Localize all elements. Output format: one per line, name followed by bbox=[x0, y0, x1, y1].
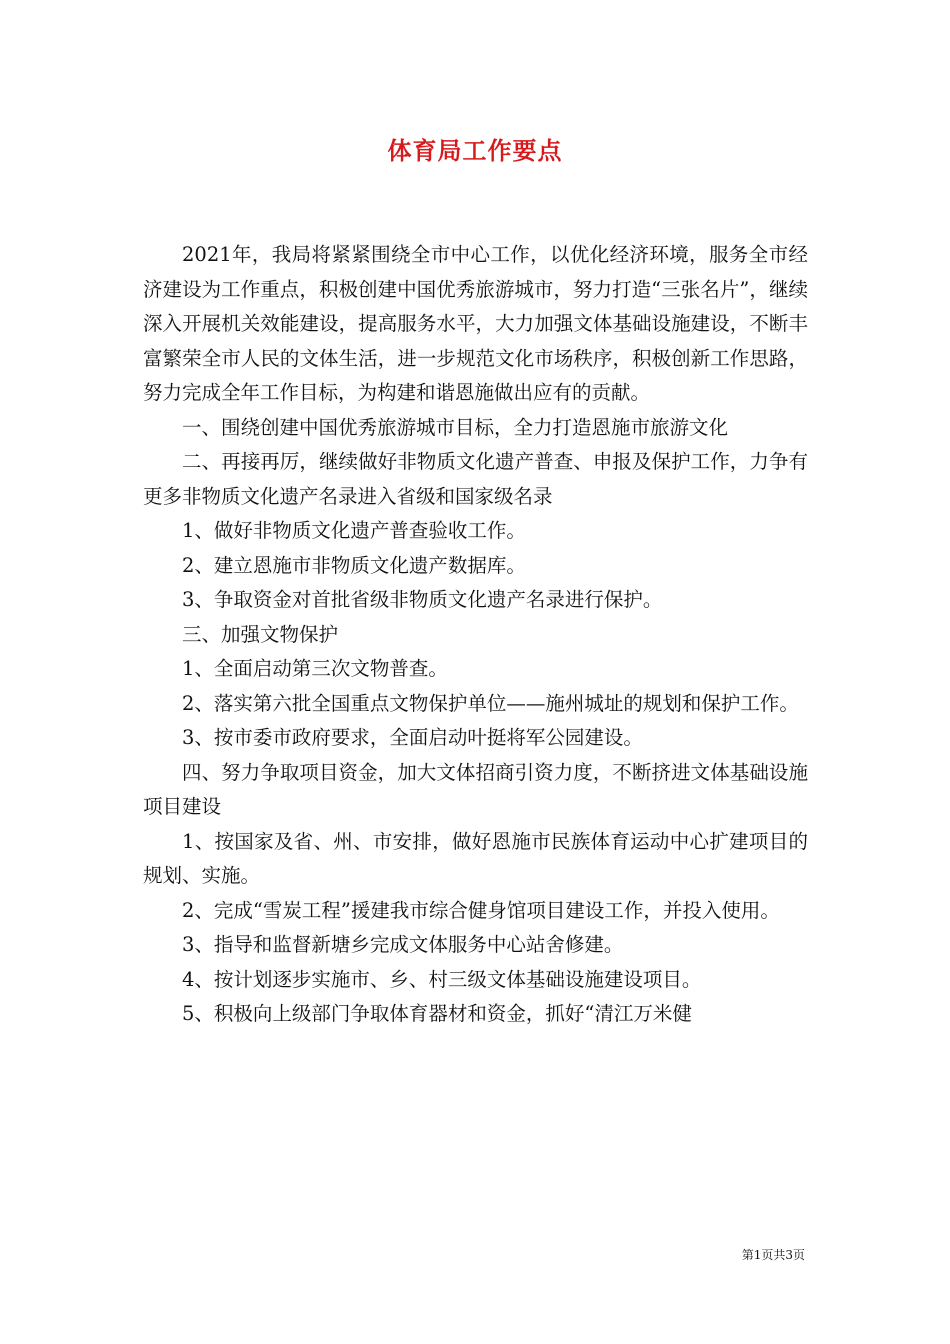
list-item: 3、按市委市政府要求，全面启动叶挺将军公园建设。 bbox=[182, 726, 643, 749]
section-heading-3: 三、加强文物保护 bbox=[182, 622, 339, 646]
list-item: 2、完成“雪炭工程”援建我市综合健身馆项目建设工作，并投入使用。 bbox=[182, 898, 780, 922]
list-item: 1、做好非物质文化遗产普查验收工作。 bbox=[182, 519, 526, 542]
document-title: 体育局工作要点 bbox=[387, 136, 563, 165]
list-item: 3、指导和监督新塘乡完成文体服务中心站舍修建。 bbox=[182, 933, 624, 956]
list-item: 2、落实第六批全国重点文物保护单位——施州城址的规划和保护工作。 bbox=[182, 691, 799, 715]
section-heading-4: 四、努力争取项目资金，加大文体招商引资力度，不断挤进文体基础设施项目建设 bbox=[143, 760, 808, 818]
section-heading-2: 二、再接再厉，继续做好非物质文化遗产普查、申报及保护工作，力争有更多非物质文化遗产名录进入省级和国家级名录 bbox=[143, 450, 808, 508]
list-item: 1、全面启动第三次文物普查。 bbox=[182, 657, 448, 680]
list-item: 2、建立恩施市非物质文化遗产数据库。 bbox=[182, 553, 526, 577]
list-item: 5、积极向上级部门争取体育器材和资金，抓好“清江万米健 bbox=[182, 1002, 692, 1025]
list-item: 4、按计划逐步实施市、乡、村三级文体基础设施建设项目。 bbox=[182, 967, 702, 991]
paragraph-intro: 2021年，我局将紧紧围绕全市中心工作，以优化经济环境，服务全市经济建设为工作重点，积极创建中国优秀旅游城市，努力打造“三张名片”，继续深入开展机关效能建设，提高服务水平，大力加强文体基础设施建设，不断丰富繁荣全市人民的文体生活，进一步规范文化市场秩序，积极创新工作思路，努力完成全年工作目标，为构建和谐恩施做出应有的贡献。 bbox=[143, 243, 808, 404]
list-item: 3、争取资金对首批省级非物质文化遗产名录进行保护。 bbox=[182, 588, 663, 611]
page-number: 第1页共3页 bbox=[741, 1248, 805, 1262]
section-heading-1: 一、围绕创建中国优秀旅游城市目标，全力打造恩施市旅游文化 bbox=[182, 415, 729, 439]
list-item: 1、按国家及省、州、市安排，做好恩施市民族体育运动中心扩建项目的规划、实施。 bbox=[143, 829, 808, 887]
document-body bbox=[143, 238, 808, 1032]
